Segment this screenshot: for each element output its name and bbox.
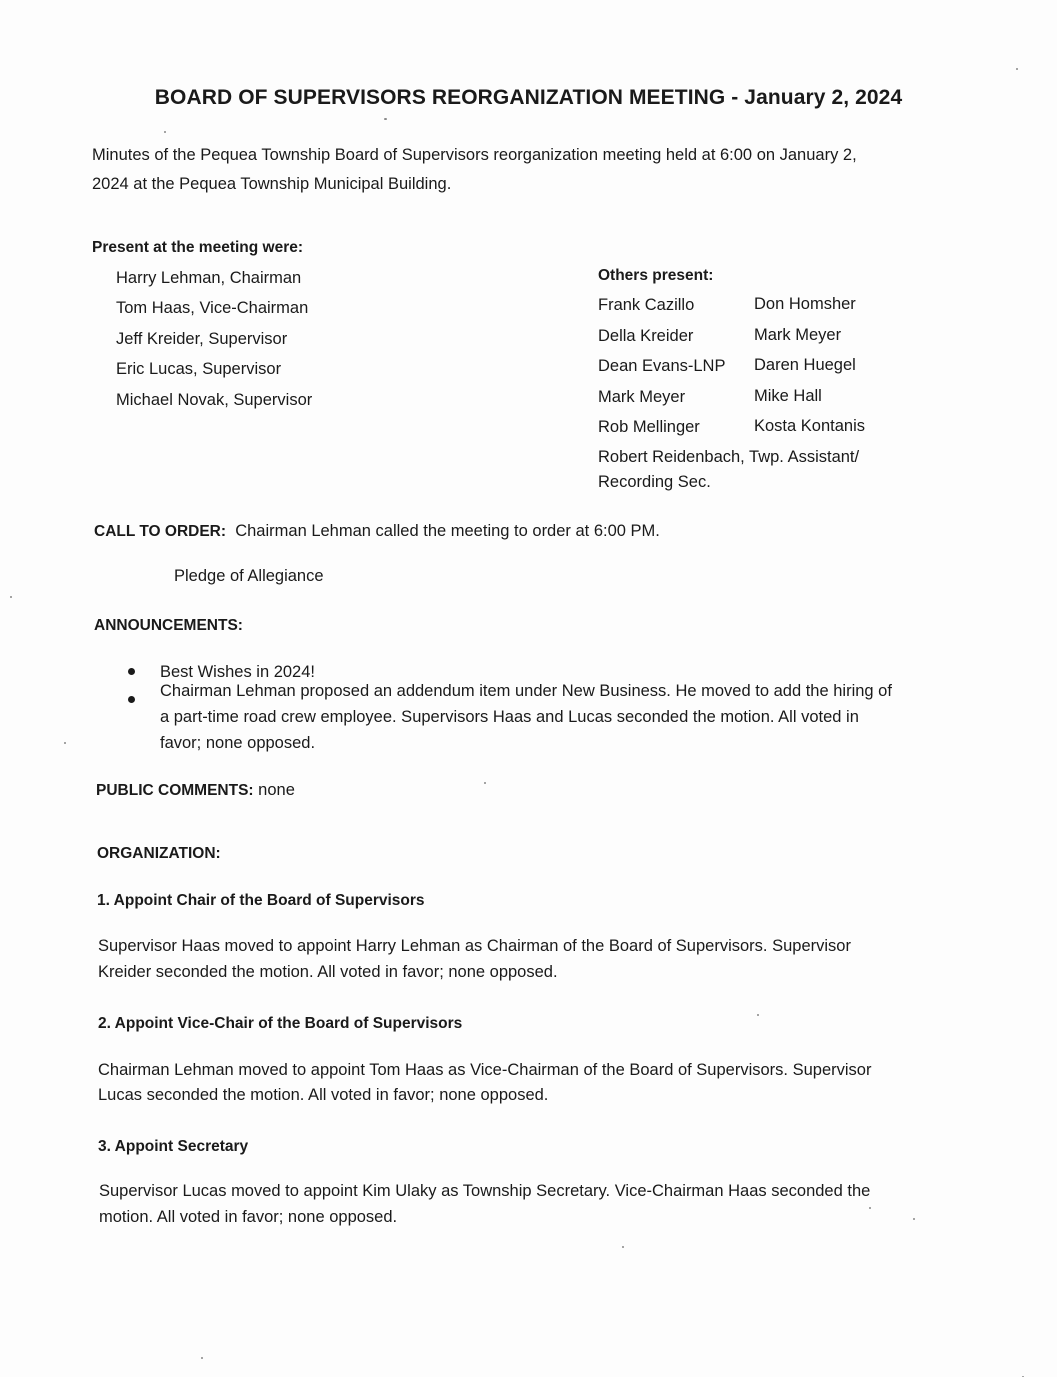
member-item: Tom Haas, Vice-Chairman bbox=[116, 299, 309, 317]
scan-speck bbox=[913, 1218, 915, 1220]
intro-line-1: Minutes of the Pequea Township Board of Supervisors reorganization meeting held at 6:00 on January 2, bbox=[92, 146, 857, 164]
org-item-2-heading: 2. Appoint Vice-Chair of the Board of Supervisors bbox=[98, 1015, 463, 1032]
others-col2-item: Mike Hall bbox=[754, 387, 822, 405]
org-item-3-line-1: Supervisor Lucas moved to appoint Kim Ulaky as Township Secretary. Vice-Chairman Haas seconded the bbox=[99, 1182, 871, 1200]
others-col1-item: Dean Evans-LNP bbox=[598, 357, 726, 375]
org-item-1-line-2: Kreider seconded the motion. All voted in favor; none opposed. bbox=[98, 963, 558, 981]
assistant-line-2: Recording Sec. bbox=[598, 473, 711, 491]
org-item-1-heading: 1. Appoint Chair of the Board of Supervisors bbox=[97, 892, 425, 909]
public-comments bbox=[96, 777, 295, 804]
scan-speck bbox=[201, 1357, 203, 1359]
announcement-item-2-line-3: favor; none opposed. bbox=[160, 734, 316, 752]
present-heading: Present at the meeting were: bbox=[92, 239, 304, 256]
scan-speck bbox=[757, 1014, 759, 1016]
assistant-line-1: Robert Reidenbach, Twp. Assistant/ bbox=[598, 448, 860, 466]
member-item: Harry Lehman, Chairman bbox=[116, 269, 302, 287]
call-to-order bbox=[94, 518, 660, 545]
org-item-3-heading: 3. Appoint Secretary bbox=[98, 1138, 249, 1155]
intro-line-2: 2024 at the Pequea Township Municipal Building. bbox=[92, 175, 452, 193]
call-to-order-label: CALL TO ORDER: bbox=[94, 523, 227, 540]
others-col1-item: Frank Cazillo bbox=[598, 296, 695, 314]
others-col1-item: Della Kreider bbox=[598, 327, 694, 345]
others-col2-item: Mark Meyer bbox=[754, 326, 842, 344]
pledge-text: Pledge of Allegiance bbox=[174, 567, 324, 585]
call-to-order-text: Chairman Lehman called the meeting to order at 6:00 PM. bbox=[235, 522, 660, 540]
others-heading: Others present: bbox=[598, 267, 714, 284]
org-item-3-line-2: motion. All voted in favor; none opposed. bbox=[99, 1208, 398, 1226]
announcements-heading: ANNOUNCEMENTS: bbox=[94, 617, 243, 634]
organization-heading: ORGANIZATION: bbox=[97, 845, 221, 862]
scan-speck bbox=[622, 1246, 624, 1248]
scan-speck bbox=[869, 1207, 871, 1209]
org-item-1-line-1: Supervisor Haas moved to appoint Harry Lehman as Chairman of the Board of Supervisors. Supervisor bbox=[98, 937, 851, 955]
scan-speck bbox=[10, 596, 12, 598]
others-col2-item: Kosta Kontanis bbox=[754, 417, 865, 435]
announcement-item-2-line-2: a part-time road crew employee. Supervisors Haas and Lucas seconded the motion. All voted in bbox=[160, 708, 859, 726]
scan-speck bbox=[64, 742, 66, 744]
others-col2-item: Daren Huegel bbox=[754, 356, 856, 374]
others-col1-item: Rob Mellinger bbox=[598, 418, 700, 436]
document-title: BOARD OF SUPERVISORS REORGANIZATION MEETING - January 2, 2024 bbox=[154, 86, 903, 109]
announcement-item-1: Best Wishes in 2024! bbox=[160, 663, 315, 681]
member-item: Michael Novak, Supervisor bbox=[116, 391, 313, 409]
scan-speck bbox=[164, 131, 166, 133]
public-comments-label: PUBLIC COMMENTS: bbox=[96, 782, 254, 799]
bullet-icon bbox=[128, 668, 135, 675]
member-item: Jeff Kreider, Supervisor bbox=[116, 330, 288, 348]
scan-speck bbox=[1016, 68, 1018, 70]
member-item: Eric Lucas, Supervisor bbox=[116, 360, 282, 378]
others-col1-item: Mark Meyer bbox=[598, 388, 686, 406]
org-item-2-line-2: Lucas seconded the motion. All voted in favor; none opposed. bbox=[98, 1086, 549, 1104]
scan-speck bbox=[484, 782, 486, 784]
scan-speck bbox=[384, 118, 387, 120]
bullet-icon bbox=[128, 696, 135, 703]
others-col2-item: Don Homsher bbox=[754, 295, 856, 313]
public-comments-text: none bbox=[258, 781, 295, 799]
org-item-2-line-1: Chairman Lehman moved to appoint Tom Haas as Vice-Chairman of the Board of Supervisors. Supervisor bbox=[98, 1061, 872, 1079]
announcement-item-2-line-1: Chairman Lehman proposed an addendum item under New Business. He moved to add the hiring of bbox=[160, 682, 892, 700]
